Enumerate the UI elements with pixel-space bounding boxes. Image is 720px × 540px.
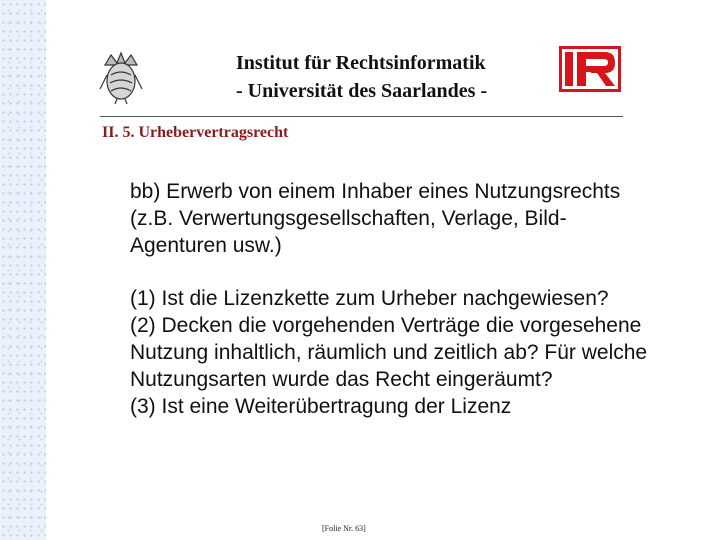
slide-number: [Folie Nr. 63] [322, 524, 366, 533]
slide-body [130, 178, 650, 420]
section-heading: II. 5. Urhebervertragsrecht [102, 124, 289, 141]
question-item-1: (1) Ist die Lizenzkette zum Urheber nachgewiesen? [130, 287, 609, 310]
institute-name: Institut für Rechtsinformatik [236, 52, 486, 74]
decorative-side-strip [0, 0, 46, 540]
header-divider [100, 116, 623, 117]
question-item-2: (2) Decken die vorgehenden Verträge die vorgesehene Nutzung inhaltlich, räumlich und zeitlich ab? Für welche Nutzungsarten wurde das Recht eingeräumt? [130, 314, 648, 391]
question-item-3: (3) Ist eine Weiterübertragung der Lizenz [130, 395, 512, 418]
ifr-logo [559, 46, 621, 92]
institute-header [236, 49, 487, 105]
intro-paragraph: bb) Erwerb von einem Inhaber eines Nutzungsrechts (z.B. Verwertungsgesellschaften, Verlage, Bild-Agenturen usw.) [130, 180, 621, 257]
university-name: - Universität des Saarlandes - [236, 80, 488, 102]
university-crest-icon [97, 45, 145, 105]
